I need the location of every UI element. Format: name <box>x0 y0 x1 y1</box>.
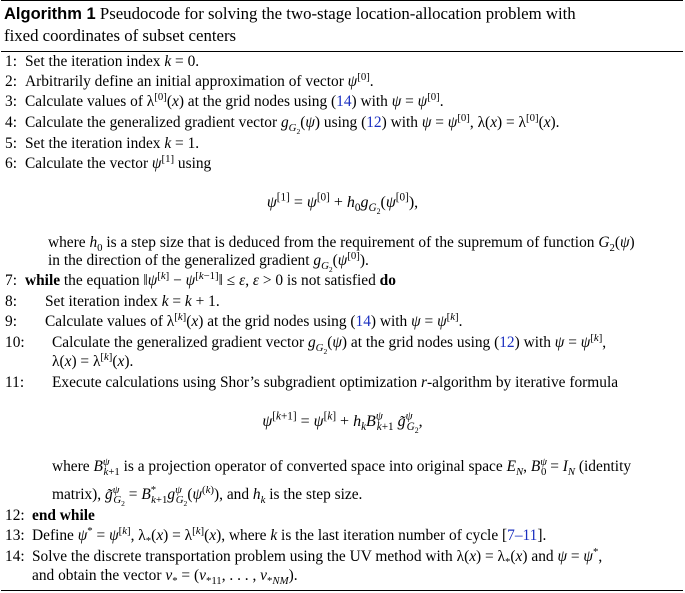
step-6-note-line2: in the direction of the generalized gradient $g_{G_2}(\psi[0])$. <box>48 249 369 275</box>
step-2: 2: Arbitrarily define an initial approximation of vector ψ[0]. <box>5 70 374 90</box>
step-6-note-line1: where $h_0$ is a step size that is deduced from the requirement of the supremum of function $G_2(\psi)$ <box>48 234 635 255</box>
caption-title-line1: Pseudocode for solving the two-stage location-allocation problem with <box>95 4 576 23</box>
step-8: 8: Set iteration index k = k + 1. <box>5 293 220 310</box>
step-9: 9: Calculate values of λ[k](x) at the grid nodes using (14) with ψ = ψ[k]. <box>5 310 463 330</box>
step-4: 4: Calculate the generalized gradient vector $g_{G_2}(\psi)$ using (12) with ψ = ψ[0], λ(x) = λ[0](x). <box>5 111 560 137</box>
citation-link[interactable]: 14 <box>336 93 352 110</box>
step-1: 1: Set the iteration index k = 0. <box>5 53 200 70</box>
equation-psi1: $\psi[1] = \psi[0] + h_0g_{G_2}(\psi[0])$, <box>266 191 419 217</box>
citation-link[interactable]: 14 <box>355 313 371 330</box>
step-3: 3: Calculate values of λ[0](x) at the grid nodes using (14) with ψ = ψ[0]. <box>5 90 444 110</box>
step-11: 11: Execute calculations using Shor’s subgradient optimization r-algorithm by iterative formula <box>5 374 619 391</box>
step-11-note-line1: where $B^\psi_{k+1}$ is a projection operator of converted space into original space $E_N$, $B^\psi_0 = I_N$ (identity <box>52 455 632 479</box>
citation-link[interactable]: 7–11 <box>507 527 538 544</box>
caption-rule <box>1 51 683 52</box>
step-14-cont: and obtain the vector $\nu_* = (\nu_{*11}$, . . . , $\nu_{*NM}$). <box>32 567 298 588</box>
algorithm-caption <box>4 3 684 47</box>
step-7: 7: while the equation ‖ψ[k] − ψ[k−1]‖ ≤ ε, ε > 0 is not satisfied do <box>5 269 396 289</box>
step-13: 13: Define ψ* = ψ[k], $\lambda_*(x) = \lambda[k](x)$, where k is the last iteration number of cycle [7–11]. <box>5 524 547 548</box>
citation-link[interactable]: 12 <box>366 114 382 131</box>
caption-title-line2: fixed coordinates of subset centers <box>4 26 237 45</box>
bottom-rule <box>1 590 683 591</box>
step-12: 12: end while <box>5 507 95 524</box>
algorithm-label: Algorithm 1 <box>4 5 96 23</box>
step-10-cont: λ(x) = λ[k](x). <box>52 350 134 370</box>
step-5: 5: Set the iteration index k = 1. <box>5 135 200 152</box>
step-11-note-line2: matrix), g̃$^\psi_{G_2}$ = $B^*_{k+1}g^\psi_{G_2}(\psi^{(k)})$, and $h_k$ is the step size. <box>52 483 363 509</box>
step-14: 14: Solve the discrete transportation problem using the UV method with $\lambda(x) = \lambda_*(x)$ and ψ = ψ*, <box>5 545 603 569</box>
equation-r-algorithm: $\psi[k+1] = \psi[k] + h_kB^\psi_{k+1}$ g̃$^\psi_{G_2}$, <box>262 410 423 436</box>
citation-link[interactable]: 12 <box>499 334 515 351</box>
step-6: 6: Calculate the vector ψ[1] using <box>5 152 212 172</box>
step-10: 10: Calculate the generalized gradient vector $g_{G_2}(\psi)$ at the grid nodes using (12) with ψ = ψ[k], <box>5 331 607 357</box>
top-rule <box>1 0 683 1</box>
